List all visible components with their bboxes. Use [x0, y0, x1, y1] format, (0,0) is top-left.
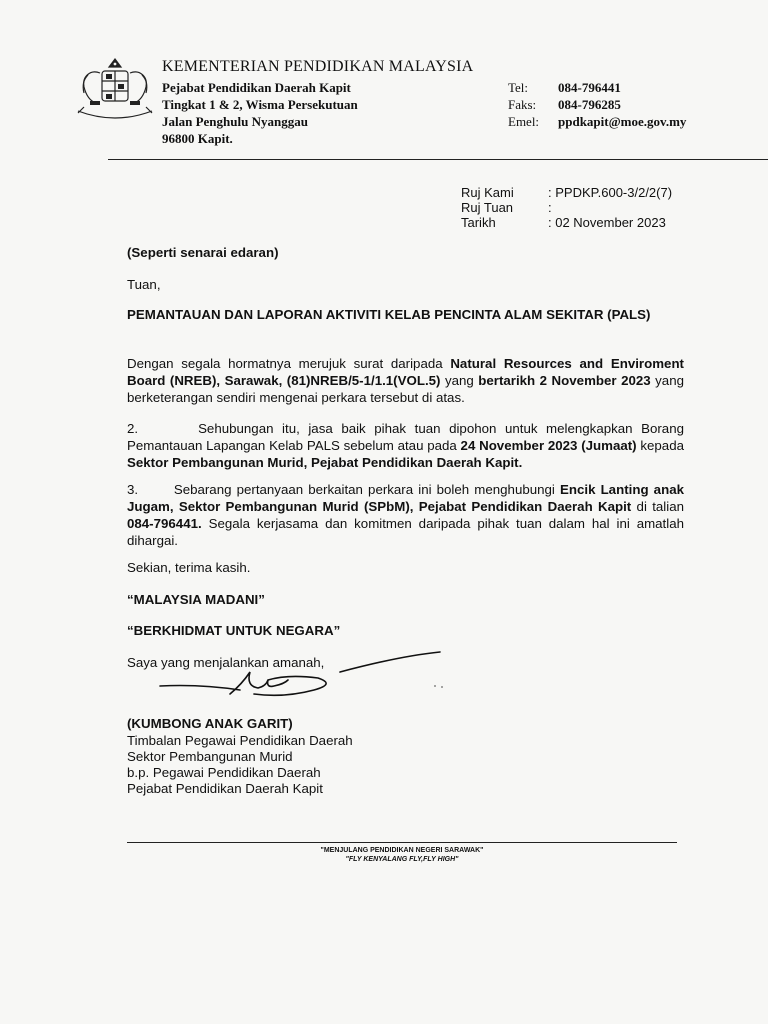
motto-malaysia-madani: “MALAYSIA MADANI” [127, 592, 265, 607]
date-value: : 02 November 2023 [548, 215, 666, 230]
coat-of-arms-icon [70, 55, 160, 125]
signature-icon [150, 650, 450, 710]
motto-berkhidmat: “BERKHIDMAT UNTUK NEGARA” [127, 623, 341, 638]
ref-kami-value: : PPDKP.600-3/2/2(7) [548, 185, 673, 200]
email-label: Emel: [508, 114, 540, 129]
fax-label: Faks: [508, 97, 537, 112]
paragraph-2: 2. Sehubungan itu, jasa baik pihak tuan dipohon untuk melengkapkan Borang Pemantauan Lapangan Kelab PALS sebelum atau pada 24 November 2023 (Jumaat) kepada Sektor Pembangunan Murid, Pejabat Pendidikan Daerah Kapit. [127, 421, 684, 470]
addressee: (Seperti senarai edaran) [127, 245, 279, 260]
ministry-name: KEMENTERIAN PENDIDIKAN MALAYSIA [162, 58, 474, 75]
salutation: Tuan, [127, 277, 161, 292]
footer-divider [127, 842, 677, 843]
fax-value: 084-796285 [558, 97, 621, 112]
office-address-line-1: Tingkat 1 & 2, Wisma Persekutuan [162, 97, 358, 112]
footer-tagline: "FLY KENYALANG FLY,FLY HIGH" [345, 856, 459, 863]
office-postcode: 96800 Kapit. [162, 131, 233, 146]
date-label: Tarikh [461, 215, 496, 230]
paragraph-1: Dengan segala hormatnya merujuk surat daripada Natural Resources and Enviroment Board (NREB), Sarawak, (81)NREB/5-1/1.1(VOL.5) yang bertarikh 2 November 2023 yang berketerangan sendiri mengenai perkara tersebut di atas. [127, 356, 684, 405]
closing: Sekian, terima kasih. [127, 560, 251, 575]
ref-kami-label: Ruj Kami [461, 185, 514, 200]
footer-slogan: "MENJULANG PENDIDIKAN NEGERI SARAWAK" [320, 847, 484, 854]
office-address-line-2: Jalan Penghulu Nyanggau [162, 114, 308, 129]
signatory-office: Pejabat Pendidikan Daerah Kapit [127, 781, 323, 796]
tel-label: Tel: [508, 80, 529, 95]
signatory-on-behalf: b.p. Pegawai Pendidikan Daerah [127, 765, 321, 780]
subject: PEMANTAUAN DAN LAPORAN AKTIVITI KELAB PENCINTA ALAM SEKITAR (PALS) [127, 307, 651, 322]
signatory-name: (KUMBONG ANAK GARIT) [127, 716, 293, 731]
tel-value: 084-796441 [558, 80, 621, 95]
ref-tuan-value: : [548, 200, 552, 215]
trust-line: Saya yang menjalankan amanah, [127, 655, 325, 670]
ref-tuan-label: Ruj Tuan [461, 200, 514, 215]
paragraph-3: 3. Sebarang pertanyaan berkaitan perkara ini boleh menghubungi Encik Lanting anak Jugam, Sektor Pembangunan Murid (SPbM), Pejabat Pendidikan Daerah Kapit di talian 084-796441. Segala kerjasama dan komitmen daripada pihak tuan dalam hal ini amatlah dihargai. [127, 482, 685, 548]
letterhead-divider [108, 159, 768, 160]
office-name: Pejabat Pendidikan Daerah Kapit [162, 80, 351, 95]
email-value: ppdkapit@moe.gov.my [558, 114, 687, 129]
signatory-title: Timbalan Pegawai Pendidikan Daerah [127, 733, 353, 748]
signatory-sector: Sektor Pembangunan Murid [127, 749, 293, 764]
